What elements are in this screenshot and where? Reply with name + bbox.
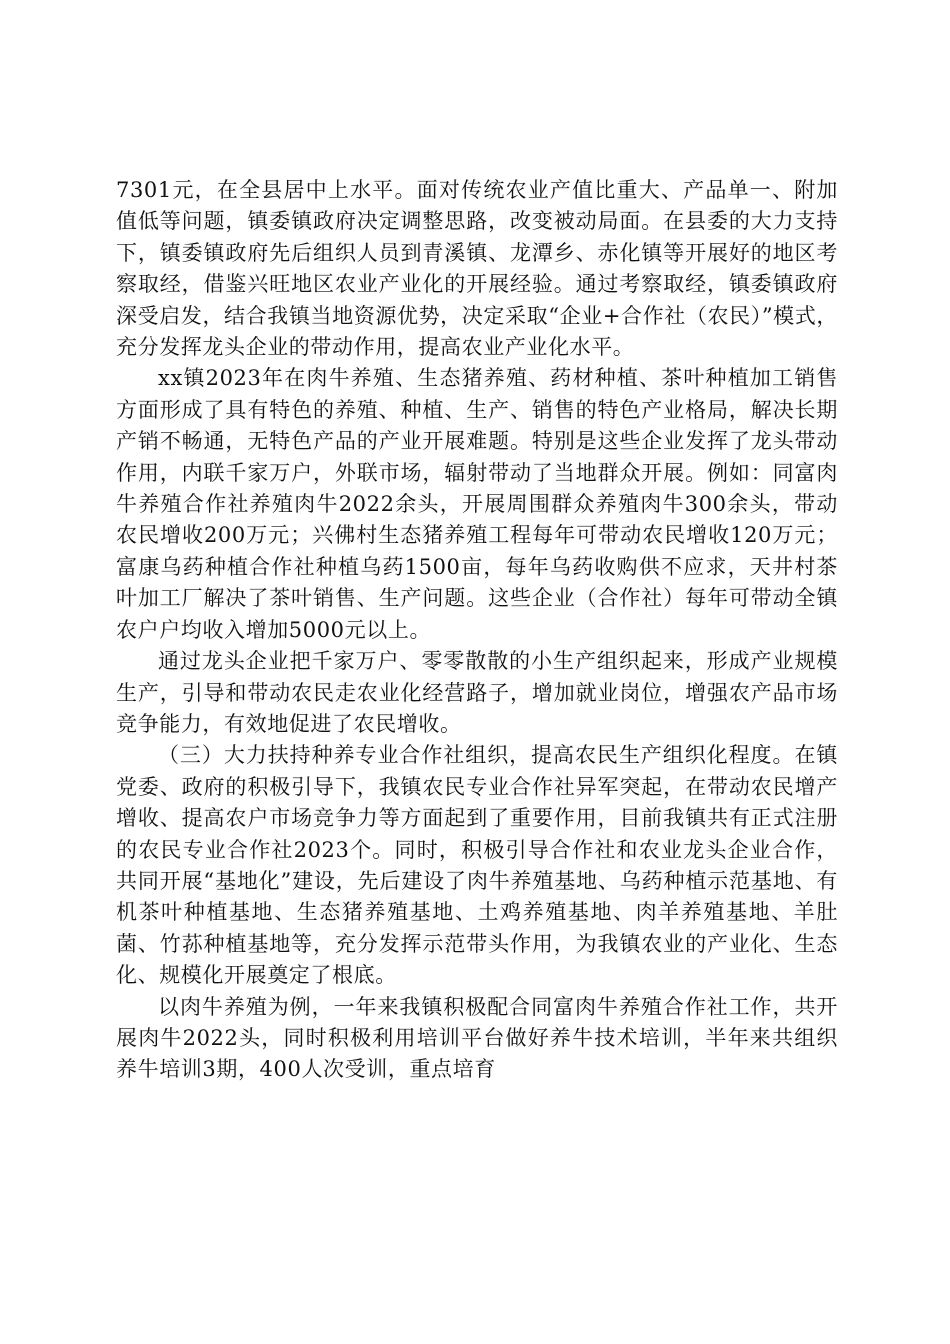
paragraph-4: （三）大力扶持种养专业合作社组织，提高农民生产组织化程度。在镇党委、政府的积极引导下，我镇农民专业合作社异军突起，在带动农民增产增收、提高农户市场竞争力等方面起到了重要作用，目前我镇共有正式注册的农民专业合作社2023个。同时，积极引导合作社和农业龙头企业合作，共同开展“基地化”建设，先后建设了肉牛养殖基地、乌药种植示范基地、有机茶叶种植基地、生态猪养殖基地、土鸡养殖基地、肉羊养殖基地、羊肚菌、竹荪种植基地等，充分发挥示范带头作用，为我镇农业的产业化、生态化、规模化开展奠定了根底。 (116, 743, 838, 988)
paragraph-3: 通过龙头企业把千家万户、零零散散的小生产组织起来，形成产业规模生产，引导和带动农民走农业化经营路子，增加就业岗位，增强农产品市场竞争能力，有效地促进了农民增收。 (116, 649, 838, 736)
paragraph-5: 以肉牛养殖为例，一年来我镇积极配合同富肉牛养殖合作社工作，共开展肉牛2022头，同时积极利用培训平台做好养牛技术培训，半年来共组织养牛培训3期，400人次受训，重点培育 (116, 994, 838, 1082)
paragraph-1: 7301元，在全县居中上水平。面对传统农业产值比重大、产品单一、附加值低等问题，镇委镇政府决定调整思路，改变被动局面。在县委的大力支持下，镇委镇政府先后组织人员到青溪镇、龙潭乡、赤化镇等开展好的地区考察取经，借鉴兴旺地区农业产业化的开展经验。通过考察取经，镇委镇政府深受启发，结合我镇当地资源优势，决定采取“企业+合作社（农民）”模式，充分发挥龙头企业的带动作用，提高农业产业化水平。 (116, 178, 838, 360)
document-body (116, 175, 838, 1086)
paragraph-2: xx镇2023年在肉牛养殖、生态猪养殖、药材种植、茶叶种植加工销售方面形成了具有特色的养殖、种植、生产、销售的特色产业格局，解决长期产销不畅通，无特色产品的产业开展难题。特别是这些企业发挥了龙头带动作用，内联千家万户，外联市场，辐射带动了当地群众开展。例如：同富肉牛养殖合作社养殖肉牛2022余头，开展周围群众养殖肉牛300余头，带动农民增收200万元；兴佛村生态猪养殖工程每年可带动农民增收120万元；富康乌药种植合作社种植乌药1500亩，每年乌药收购供不应求，天井村茶叶加工厂解决了茶叶销售、生产问题。这些企业（合作社）每年可带动全镇农户户均收入增加5000元以上。 (116, 366, 838, 642)
